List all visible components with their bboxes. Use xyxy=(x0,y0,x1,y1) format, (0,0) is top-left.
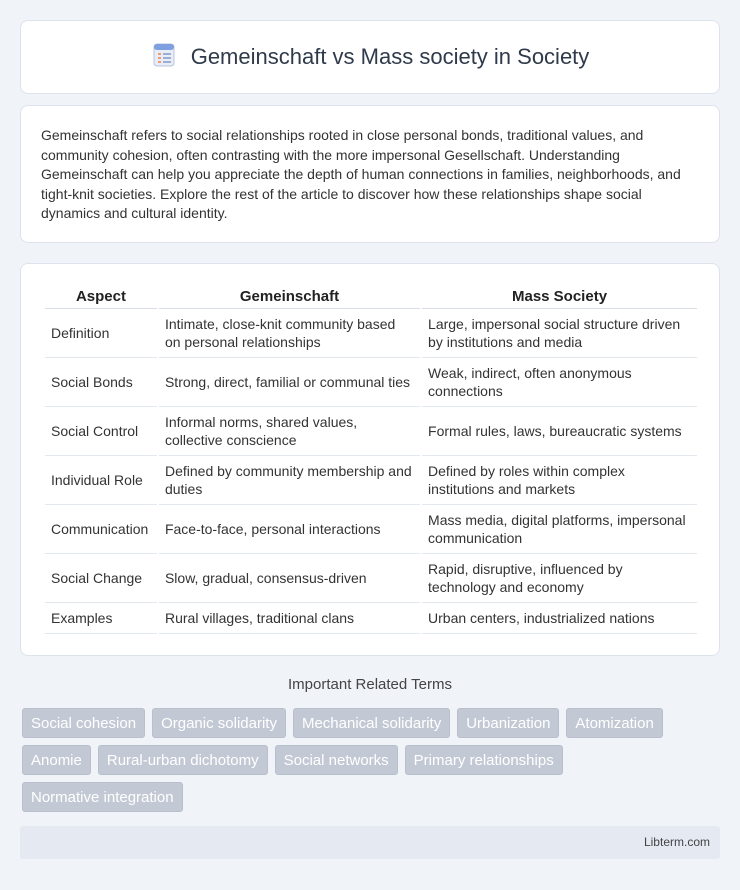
table-row xyxy=(45,603,697,634)
table-cell-aspect: Communication xyxy=(45,505,157,554)
document-list-icon xyxy=(151,42,177,73)
related-term-tag[interactable]: Mechanical solidarity xyxy=(293,708,450,738)
table-cell-gemeinschaft: Strong, direct, familial or communal ties xyxy=(159,358,420,407)
table-cell-gemeinschaft: Intimate, close-knit community based on personal relationships xyxy=(159,309,420,358)
table-cell-aspect: Social Change xyxy=(45,554,157,603)
table-cell-aspect: Social Bonds xyxy=(45,358,157,407)
table-cell-aspect: Individual Role xyxy=(45,456,157,505)
table-cell-mass-society: Urban centers, industrialized nations xyxy=(422,603,697,634)
related-term-tag[interactable]: Rural-urban dichotomy xyxy=(98,745,268,775)
table-row xyxy=(45,505,697,554)
related-terms-title: Important Related Terms xyxy=(288,676,452,693)
header-gemeinschaft: Gemeinschaft xyxy=(159,286,420,309)
header-card xyxy=(20,20,720,94)
footer xyxy=(20,826,720,859)
related-term-tag[interactable]: Normative integration xyxy=(22,782,183,812)
intro-card xyxy=(20,105,720,243)
related-term-tag[interactable]: Urbanization xyxy=(457,708,559,738)
table-cell-aspect: Social Control xyxy=(45,407,157,456)
related-term-tag[interactable]: Organic solidarity xyxy=(152,708,286,738)
table-header-row xyxy=(45,286,697,309)
related-term-tag[interactable]: Social cohesion xyxy=(22,708,145,738)
comparison-table-card xyxy=(20,263,720,656)
header-mass-society: Mass Society xyxy=(422,286,697,309)
table-cell-gemeinschaft: Informal norms, shared values, collective conscience xyxy=(159,407,420,456)
table-cell-mass-society: Large, impersonal social structure driven by institutions and media xyxy=(422,309,697,358)
table-cell-mass-society: Mass media, digital platforms, impersonal communication xyxy=(422,505,697,554)
table-cell-aspect: Examples xyxy=(45,603,157,634)
table-cell-gemeinschaft: Slow, gradual, consensus-driven xyxy=(159,554,420,603)
table-cell-gemeinschaft: Rural villages, traditional clans xyxy=(159,603,420,634)
table-row xyxy=(45,358,697,407)
comparison-table xyxy=(43,286,699,634)
table-row xyxy=(45,554,697,603)
table-cell-mass-society: Defined by roles within complex institutions and markets xyxy=(422,456,697,505)
table-cell-mass-society: Rapid, disruptive, influenced by technology and economy xyxy=(422,554,697,603)
intro-paragraph: Gemeinschaft refers to social relationships rooted in close personal bonds, traditional values, and community cohesion, often contrasting with the more impersonal Gesellschaft. Understanding Gemeinschaft can help you appreciate the depth of human connections in families, neighborhoods, and tight-knit societies. Explore the rest of the article to discover how these relationships shape social dynamics and cultural identity. xyxy=(41,127,681,221)
header-aspect: Aspect xyxy=(45,286,157,309)
related-term-tag[interactable]: Primary relationships xyxy=(405,745,563,775)
table-cell-gemeinschaft: Defined by community membership and duties xyxy=(159,456,420,505)
related-term-tag[interactable]: Atomization xyxy=(566,708,662,738)
footer-site-link[interactable]: Libterm.com xyxy=(643,835,710,849)
table-cell-aspect: Definition xyxy=(45,309,157,358)
table-cell-mass-society: Weak, indirect, often anonymous connections xyxy=(422,358,697,407)
related-terms-list xyxy=(22,708,712,812)
table-cell-gemeinschaft: Face-to-face, personal interactions xyxy=(159,505,420,554)
table-row xyxy=(45,309,697,358)
related-term-tag[interactable]: Anomie xyxy=(22,745,91,775)
table-row xyxy=(45,456,697,505)
table-row xyxy=(45,407,697,456)
related-term-tag[interactable]: Social networks xyxy=(275,745,398,775)
table-cell-mass-society: Formal rules, laws, bureaucratic systems xyxy=(422,407,697,456)
page-title: Gemeinschaft vs Mass society in Society xyxy=(190,44,590,69)
